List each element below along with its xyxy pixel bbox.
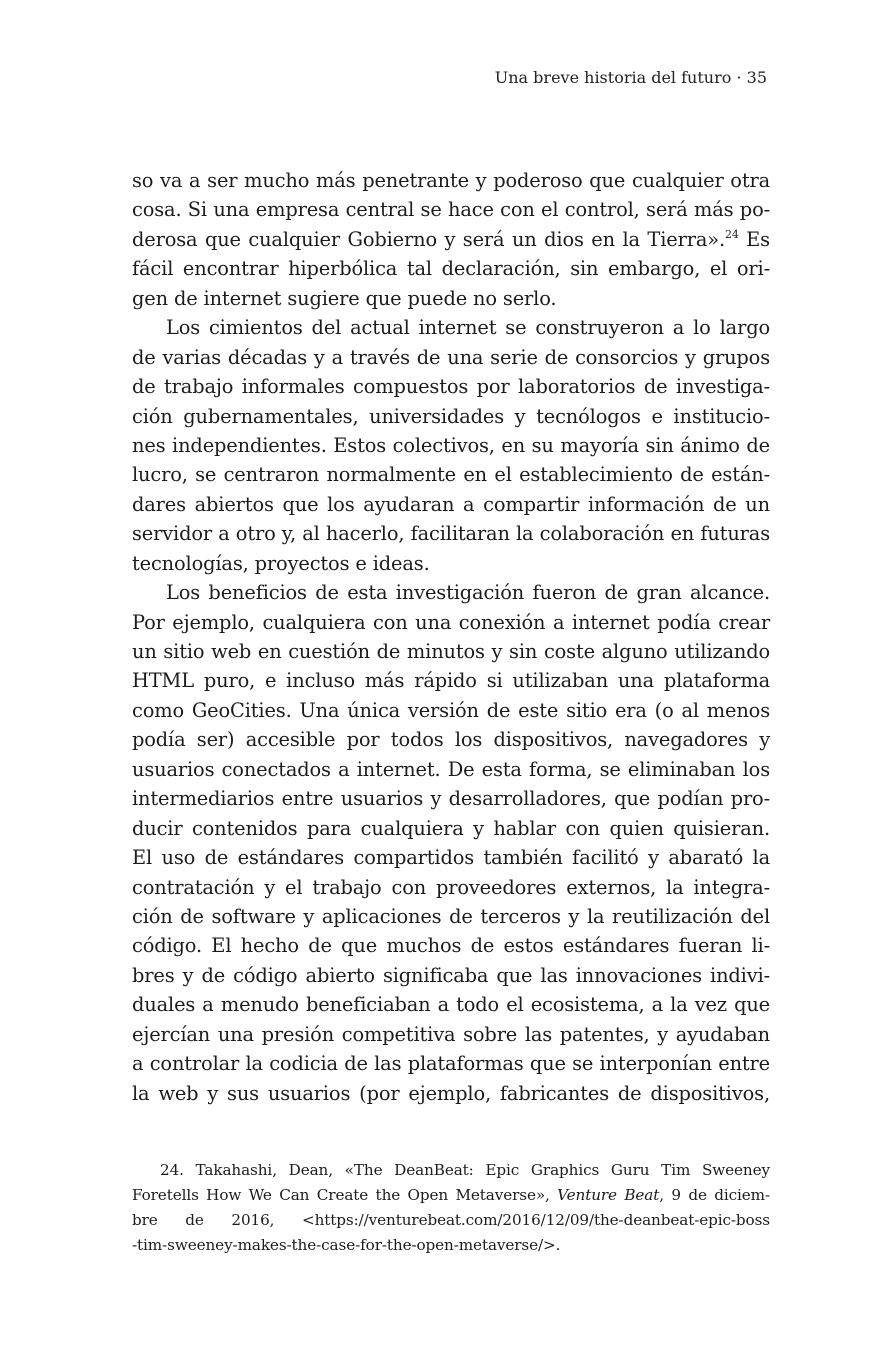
footnote-url-line[interactable]: -tim-sweeney-makes-the-case-for-the-open-metaverse/>. (132, 1236, 561, 1254)
footnote-publication-title: Venture Beat (557, 1186, 660, 1204)
footnote-line (132, 1183, 770, 1208)
text-line: ción gubernamentales, universidades y tecnólogos e institucio- (132, 404, 770, 428)
running-header: Una breve historia del futuro · 35 (494, 68, 767, 87)
text-line: nes independientes. Estos colectivos, en su mayoría sin ánimo de (132, 433, 770, 457)
text-line: servidor a otro y, al hacerlo, facilitaran la colaboración en futuras (132, 522, 770, 546)
text-line-with-footnote (132, 225, 770, 254)
text-line: ejercían una presión competitiva sobre las patentes, y ayudaban (132, 1022, 770, 1046)
text-line: dares abiertos que los ayudaran a compartir información de un (132, 492, 770, 516)
text-line: Por ejemplo, cualquiera con una conexión a internet podía crear (132, 610, 770, 634)
text-line: ducir contenidos para cualquiera y hablar con quien quisieran. (132, 816, 770, 840)
text-line: contratación y el trabajo con proveedores externos, la integra- (132, 875, 770, 899)
footnote-section (132, 1158, 770, 1258)
footnote-reference[interactable]: 24 (724, 227, 739, 241)
text-line: de varias décadas y a través de una serie de consorcios y grupos (132, 345, 770, 369)
text-line: de trabajo informales compuestos por laboratorios de investiga- (132, 375, 770, 399)
text-line: un sitio web en cuestión de minutos y sin coste alguno utilizando (132, 640, 770, 663)
text-line: fácil encontrar hiperbólica tal declaración, sin embargo, el ori- (132, 257, 770, 281)
text-line-content: derosa que cualquier Gobierno y será un dios en la Tierra». (132, 227, 725, 251)
text-line: bres y de código abierto significaba que las innovaciones indivi- (132, 963, 770, 987)
text-line-tail: Es (738, 227, 770, 251)
paragraph-start-line: Los beneficios de esta investigación fueron de gran alcance. (166, 581, 770, 605)
text-line: duales a menudo beneficiaban a todo el ecosistema, a la vez que (132, 993, 770, 1017)
text-line: El uso de estándares compartidos también facilitó y abarató la (132, 846, 770, 870)
text-line: tecnologías, proyectos e ideas. (132, 551, 430, 575)
text-line: la web y sus usuarios (por ejemplo, fabricantes de dispositivos, (132, 1081, 770, 1105)
text-line: so va a ser mucho más penetrante y poderoso que cualquier otra (132, 169, 770, 192)
text-line: a controlar la codicia de las plataformas que se interponían entre (132, 1052, 770, 1076)
text-line: ción de software y aplicaciones de terceros y la reutilización del (132, 904, 770, 928)
text-line: cosa. Si una empresa central se hace con el control, será más po- (132, 198, 770, 222)
footnote-text: Foretells How We Can Create the Open Metaverse», (132, 1186, 558, 1204)
footnote-url-line[interactable]: bre de 2016, <https://venturebeat.com/2016/12/09/the-deanbeat-epic-boss (132, 1211, 770, 1229)
text-line: intermediarios entre usuarios y desarrolladores, que podían pro- (132, 787, 770, 811)
text-line: código. El hecho de que muchos de estos estándares fueran li- (132, 934, 770, 958)
text-line: como GeoCities. Una única versión de este sitio era (o al menos (132, 698, 770, 722)
footnote-text: , 9 de diciem- (659, 1186, 770, 1204)
body-text (132, 166, 770, 1108)
text-line: gen de internet sugiere que puede no serlo. (132, 286, 557, 310)
paragraph-start-line: Los cimientos del actual internet se construyeron a lo largo (166, 316, 770, 340)
footnote-line: 24. Takahashi, Dean, «The DeanBeat: Epic Graphics Guru Tim Sweeney (160, 1161, 770, 1179)
text-line: usuarios conectados a internet. De esta forma, se eliminaban los (132, 757, 770, 781)
text-line: HTML puro, e incluso más rápido si utilizaban una plataforma (132, 669, 770, 693)
text-line: lucro, se centraron normalmente en el establecimiento de están- (132, 463, 770, 487)
text-line: podía ser) accesible por todos los dispositivos, navegadores y (132, 728, 770, 752)
